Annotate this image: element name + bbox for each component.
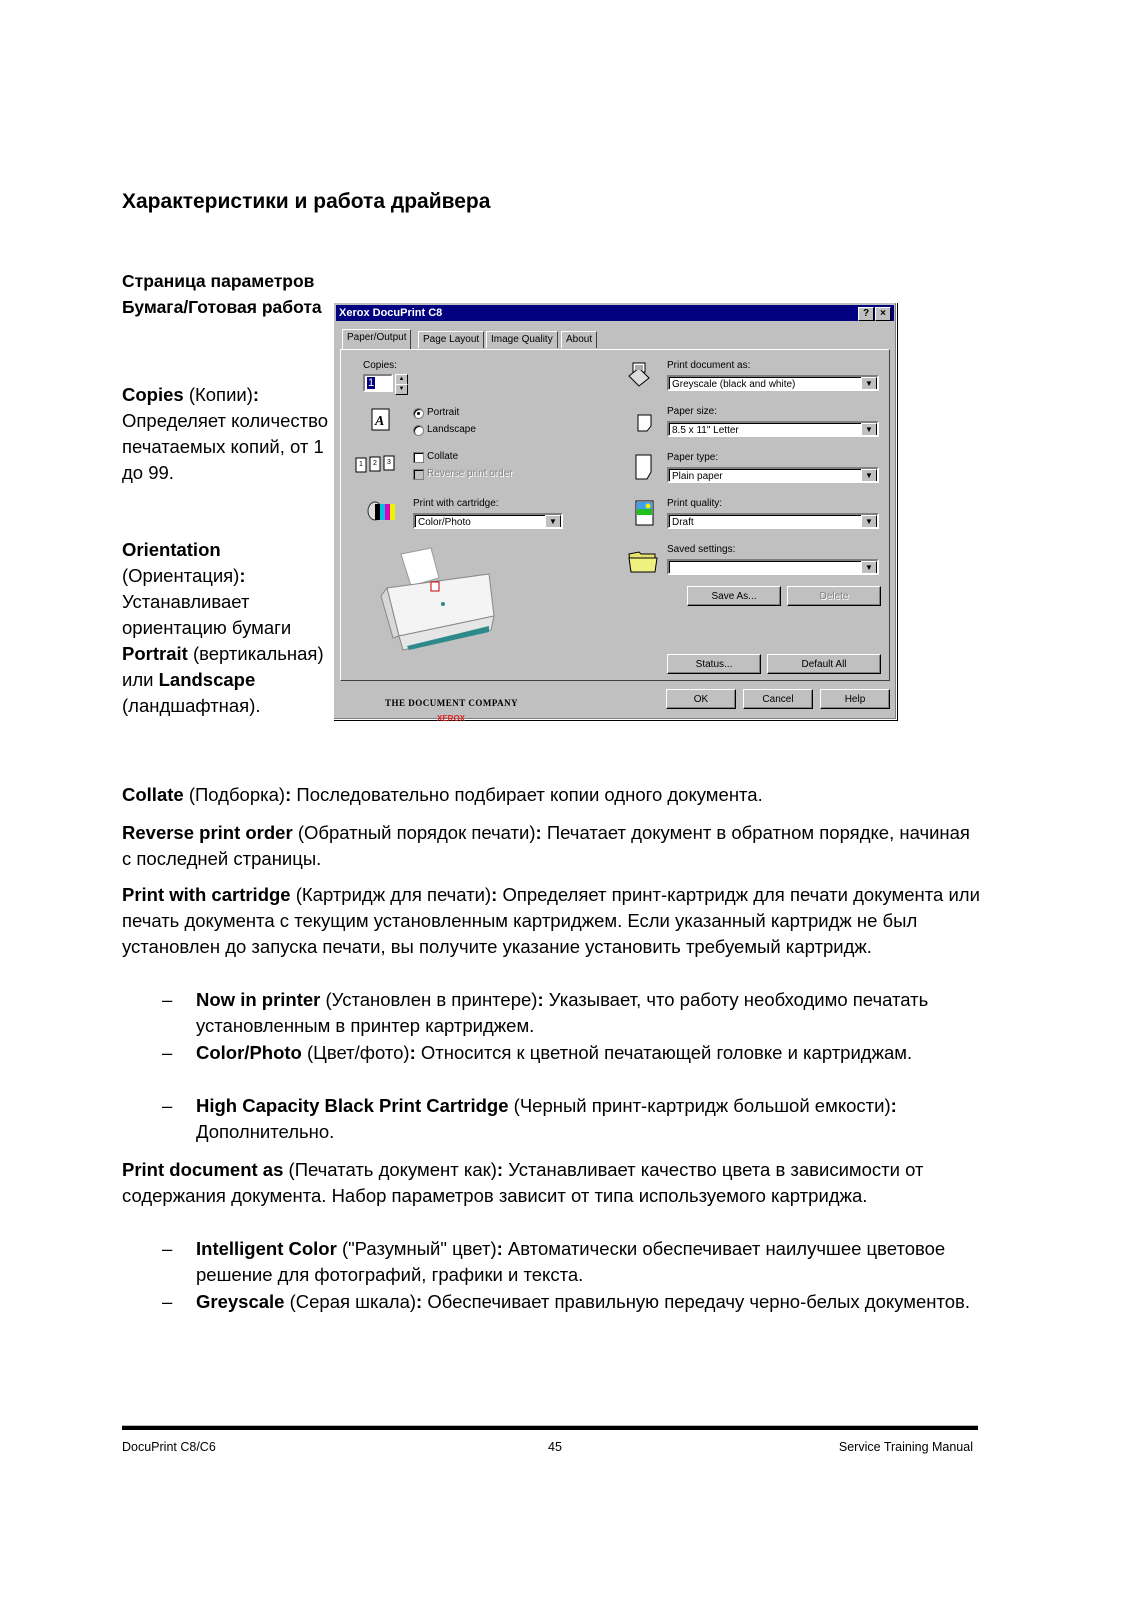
printer-properties-dialog	[333, 302, 897, 723]
printer-illustration-icon	[379, 546, 519, 656]
description: Последовательно подбирает копии одного документа.	[296, 784, 763, 805]
portrait-radio[interactable]	[413, 408, 424, 419]
cartridge-paragraph: Print with cartridge (Картридж для печати): Определяет принт-картридж для печати документа или печать документа с текущим установленным картриджем. Если указанный картридж не был установлен до запуска печати, вы получите указание установить требуемый картридж.	[122, 884, 980, 957]
ok-button[interactable]: OK	[666, 689, 736, 709]
saved-settings-label: Saved settings:	[667, 544, 736, 555]
print-document-as-paragraph: Print document as (Печатать документ как): Устанавливает качество цвета в зависимости от содержания документа. Набор параметров зависит от типа используемого картриджа.	[122, 1159, 924, 1206]
cartridge-icon	[367, 500, 399, 522]
term-portrait: Portrait	[122, 643, 188, 664]
translation: ("Разумный" цвет)	[341, 1238, 497, 1259]
description: Устанавливает качество цвета в зависимости от содержания документа. Набор параметров зависит от типа используемого картриджа.	[122, 1159, 924, 1206]
collate-label: Collate	[427, 451, 459, 462]
dialog-titlebar	[336, 305, 894, 321]
brand-logo: XEROX	[437, 714, 466, 723]
save-as-button[interactable]: Save As...	[687, 586, 781, 606]
description: Указывает, что работу необходимо печатать установленным в принтер картриджем.	[196, 989, 929, 1036]
cartridge-value: Color/Photo	[418, 517, 471, 528]
reverse-order-paragraph: Reverse print order (Обратный порядок печати): Печатает документ в обратном порядке, начиная с последней страницы.	[122, 822, 970, 869]
description: Определяет количество печатаемых копий, от 1 до 99.	[122, 410, 329, 483]
bullet-dash: –	[162, 1238, 173, 1259]
description: Устанавливает ориентацию бумаги	[122, 591, 292, 638]
collate-pages-icon	[355, 454, 399, 474]
term: High Capacity Black Print Cartridge	[196, 1095, 509, 1116]
folder-icon	[627, 548, 659, 574]
chevron-down-icon[interactable]: ▼	[861, 561, 877, 575]
bullet-color-photo: – Color/Photo (Цвет/фото): Относится к цветной печатающей головке и картриджам.	[196, 1040, 976, 1066]
reverse-order-label: Reverse print order	[427, 468, 513, 479]
portrait-label: Portrait	[427, 407, 460, 418]
translation: (Подборка)	[188, 784, 286, 805]
bullet-now-in-printer: – Now in printer (Установлен в принтере): Указывает, что работу необходимо печатать установленным в принтер картриджем.	[162, 989, 929, 1036]
colon: :	[239, 565, 246, 586]
copies-description	[122, 382, 332, 486]
description: Автоматически обеспечивает наилучшее цветовое решение для фотографий, графики и текста.	[196, 1238, 946, 1285]
portrait-page-icon	[371, 408, 391, 432]
description: Определяет принт-картридж для печати документа или печать документа с текущим установленным картриджем. Если указанный картридж не был установлен до запуска печати, вы получите указание установить требуемый картридж.	[122, 884, 980, 957]
collate-paragraph: Collate (Подборка): Последовательно подбирает копии одного документа.	[122, 784, 763, 805]
orientation-description	[122, 537, 332, 719]
copies-up-button[interactable]: ▲	[395, 374, 408, 385]
page-title: Характеристики и работа драйвера	[122, 190, 491, 213]
page-number: 45	[548, 1440, 562, 1454]
footer-divider	[122, 1425, 978, 1430]
tab-page-layout[interactable]: Page Layout	[418, 331, 484, 348]
collate-checkbox[interactable]	[413, 452, 424, 463]
term: Now in printer	[196, 989, 321, 1010]
print-quality-label: Print quality:	[667, 498, 723, 509]
paper-type-select[interactable]	[667, 467, 879, 483]
term: Intelligent Color	[196, 1238, 337, 1259]
copies-value: 1	[368, 377, 375, 389]
translation: (Ориентация)	[122, 565, 240, 586]
landscape-radio[interactable]	[413, 425, 424, 436]
description: Дополнительно.	[196, 1121, 335, 1142]
term: Print document as	[122, 1159, 284, 1180]
print-as-label: Print document as:	[667, 360, 751, 371]
paper-type-label: Paper type:	[667, 452, 719, 463]
close-button[interactable]: ×	[875, 307, 891, 321]
term: Orientation	[122, 539, 221, 560]
paper-size-value: 8.5 x 11" Letter	[672, 425, 739, 436]
tab-about[interactable]: About	[561, 331, 597, 348]
bullet-dash: –	[162, 1291, 173, 1312]
paper-size-select[interactable]	[667, 421, 879, 437]
translation: (Картридж для печати)	[295, 884, 492, 905]
bullet-dash: –	[162, 1042, 173, 1063]
translation: (Черный принт-картридж большой емкости)	[513, 1095, 891, 1116]
bullet-intelligent-color: – Intelligent Color ("Разумный" цвет): Автоматически обеспечивает наилучшее цветовое решение для фотографий, графики и текста.	[162, 1238, 946, 1285]
description: (ландшафтная).	[122, 695, 261, 716]
term: Copies	[122, 384, 184, 405]
translation: (Установлен в принтере)	[325, 989, 538, 1010]
translation: (Цвет/фото)	[306, 1042, 410, 1063]
saved-settings-select[interactable]	[667, 559, 879, 575]
svg-text:2: 2	[373, 460, 377, 467]
colon: :	[252, 384, 260, 405]
chevron-down-icon[interactable]: ▼	[861, 377, 877, 391]
svg-text:1: 1	[359, 461, 363, 468]
copies-input[interactable]	[363, 374, 393, 392]
print-as-value: Greyscale (black and white)	[672, 379, 796, 390]
chevron-down-icon[interactable]: ▼	[861, 469, 877, 483]
tab-paper-output[interactable]: Paper/Output	[342, 329, 411, 349]
brand-tagline: THE DOCUMENT COMPANY	[385, 698, 519, 708]
bullet-dash: –	[162, 1095, 173, 1116]
chevron-down-icon[interactable]: ▼	[545, 515, 561, 529]
print-quality-value: Draft	[672, 517, 694, 528]
description: Обеспечивает правильную передачу черно-белых документов.	[427, 1291, 970, 1312]
description: Печатает документ в обратном порядке, начиная с последней страницы.	[122, 822, 970, 869]
translation: (Обратный порядок печати)	[297, 822, 536, 843]
help-button[interactable]: Help	[820, 689, 890, 709]
footer-manual-title: Service Training Manual	[838, 1440, 973, 1454]
paper-type-icon	[635, 454, 653, 480]
cancel-button[interactable]: Cancel	[743, 689, 813, 709]
term: Reverse print order	[122, 822, 293, 843]
default-all-button[interactable]: Default All	[767, 654, 881, 674]
svg-text:3: 3	[387, 459, 391, 466]
copies-label: Copies:	[363, 360, 397, 371]
print-document-as-icon	[627, 362, 653, 388]
term: Print with cartridge	[122, 884, 291, 905]
bullet-dash: –	[162, 989, 173, 1010]
chevron-down-icon[interactable]: ▼	[861, 515, 877, 529]
copies-down-button[interactable]: ▼	[395, 384, 408, 395]
term: Collate	[122, 784, 184, 805]
bullet-greyscale: – Greyscale (Серая шкала): Обеспечивает правильную передачу черно-белых документов.	[196, 1289, 976, 1315]
chevron-down-icon[interactable]: ▼	[861, 423, 877, 437]
cartridge-select[interactable]	[413, 513, 563, 529]
reverse-order-checkbox[interactable]	[413, 469, 424, 480]
status-button[interactable]: Status...	[667, 654, 761, 674]
paper-size-label: Paper size:	[667, 406, 718, 417]
term: Greyscale	[196, 1291, 285, 1312]
translation: (Копии)	[188, 384, 253, 405]
delete-button[interactable]: Delete	[787, 586, 881, 606]
print-quality-icon	[635, 500, 655, 526]
paper-type-value: Plain paper	[672, 471, 723, 482]
dialog-title: Xerox DocuPrint C8	[339, 307, 443, 319]
translation: (Серая шкала)	[289, 1291, 417, 1312]
translation: (Печатать документ как)	[288, 1159, 497, 1180]
print-as-select[interactable]	[667, 375, 879, 391]
landscape-label: Landscape	[427, 424, 476, 435]
term: Color/Photo	[196, 1042, 302, 1063]
svg-text:A: A	[375, 414, 385, 429]
bullet-high-capacity: – High Capacity Black Print Cartridge (Черный принт-картридж большой емкости): Дополнительно.	[162, 1095, 897, 1142]
help-title-button[interactable]: ?	[858, 307, 874, 321]
paper-size-icon	[637, 414, 653, 432]
print-quality-select[interactable]	[667, 513, 879, 529]
section-title: Страница параметров Бумага/Готовая работа	[122, 271, 322, 317]
cartridge-label: Print with cartridge:	[413, 498, 499, 509]
term-landscape: Landscape	[158, 669, 256, 690]
tab-image-quality[interactable]: Image Quality	[486, 331, 558, 348]
description: (вертикальная) или	[122, 643, 324, 690]
footer-product: DocuPrint C8/C6	[122, 1440, 216, 1454]
description: Относится к цветной печатающей головке и картриджам.	[420, 1042, 913, 1063]
